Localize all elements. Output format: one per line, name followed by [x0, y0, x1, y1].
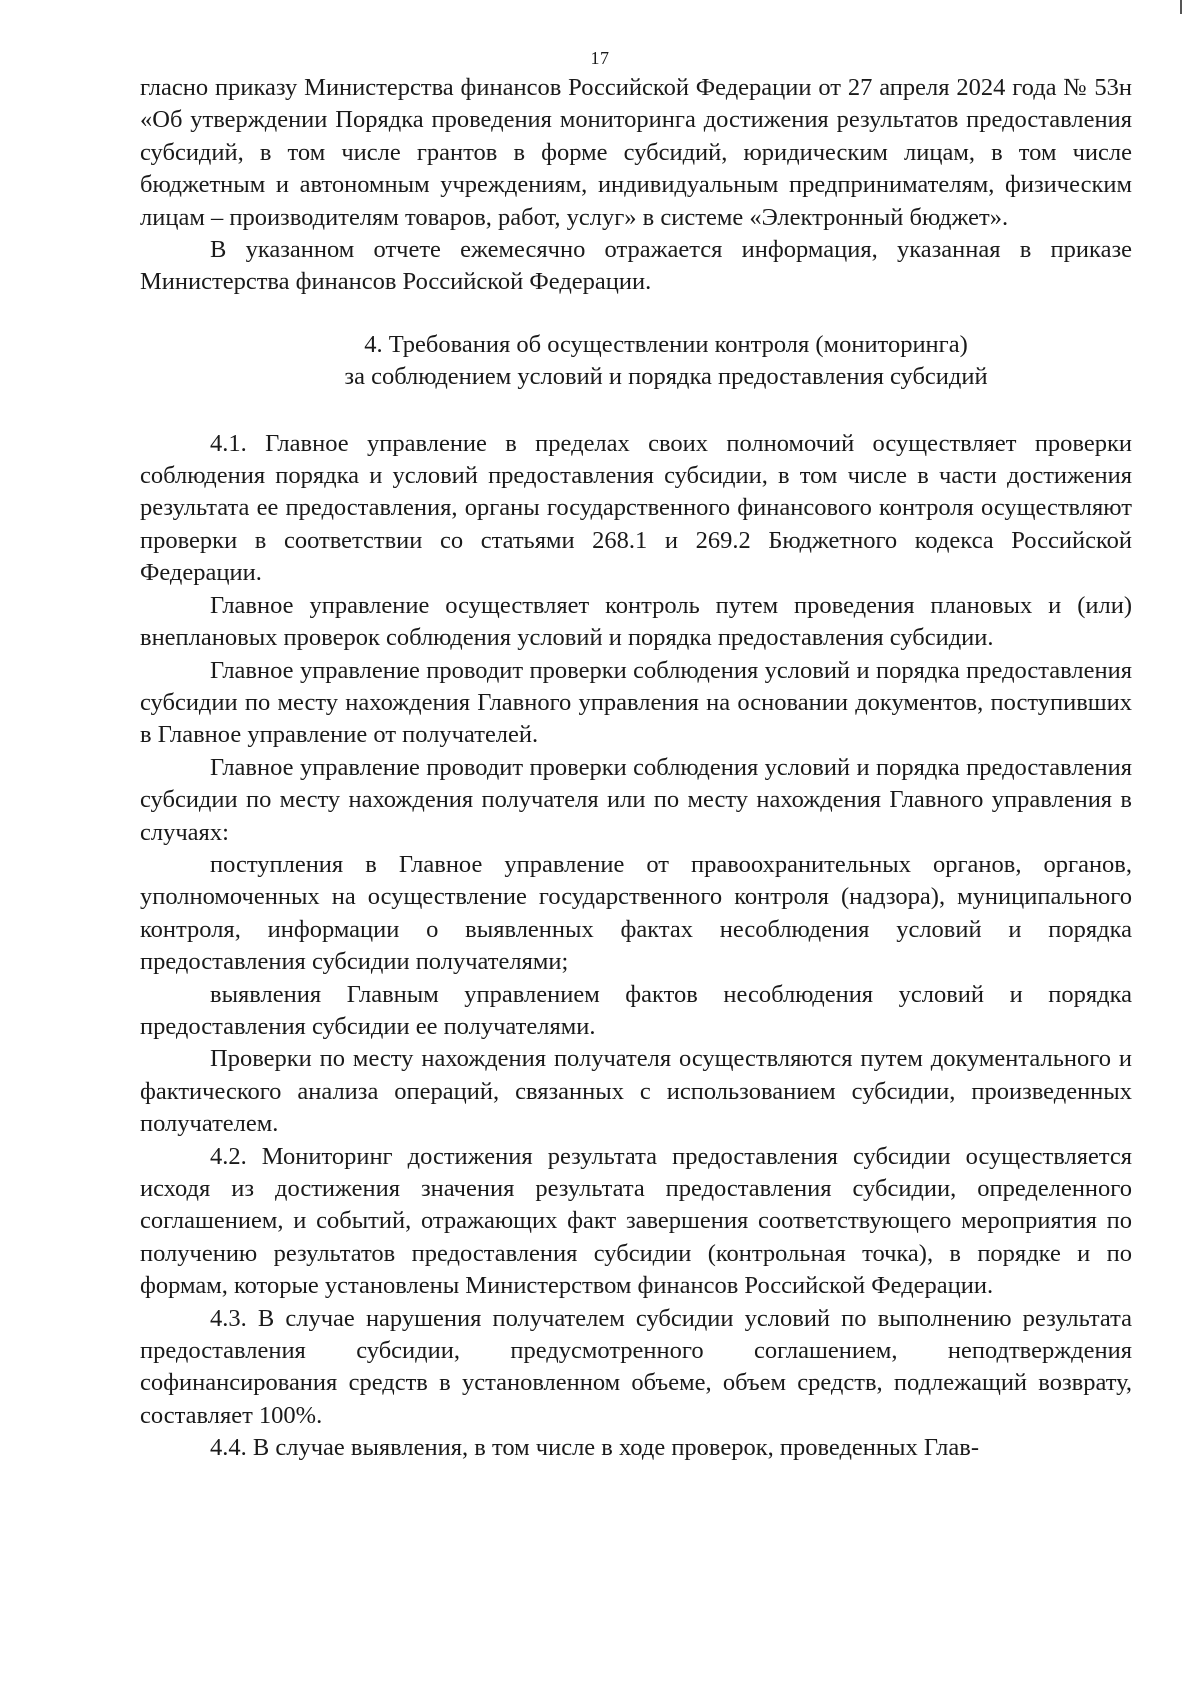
section-heading-line-2: за соблюдением условий и порядка предоставления субсидий: [344, 363, 988, 391]
paragraph-inspection-cases: Главное управление проводит проверки соблюдения условий и порядка предоставления субсидии по месту нахождения получателя или по месту нахождения Главного управления в случаях:: [140, 753, 1132, 846]
paragraph-4-2: 4.2. Мониторинг достижения результата предоставления субсидии осуществляется исходя из достижения значения результата предоставления субсидии, определенного соглашением, и событий, отражающих факт завершения соответствующего мероприятия по получению результатов предоставления субсидии (контрольная точка), в порядке и по формам, которые установлены Министерством финансов Российской Федерации.: [140, 1142, 1132, 1300]
paragraph-inspection-location: Главное управление проводит проверки соблюдения условий и порядка предоставления субсидии по месту нахождения Главного управления на основании документов, поступивших в Главное управление от получателей.: [140, 656, 1132, 749]
paragraph-control-method: Главное управление осуществляет контроль путем проведения плановых и (или) внеплановых проверок соблюдения условий и порядка предоставления субсидии.: [140, 591, 1132, 652]
scan-artifact-top-right: [1180, 0, 1182, 14]
paragraph-continuation: гласно приказу Министерства финансов Российской Федерации от 27 апреля 2024 года № 53н «Об утверждении Порядка проведения мониторинга достижения результатов предоставления субсидий, в том числе грантов в форме субсидий, юридическим лицам, в том числе бюджетным и автономным учреждениям, индивидуальным предпринимателям, физическим лицам – производителям товаров, работ, услуг» в системе «Электронный бюджет».: [140, 74, 1132, 231]
spacer: [140, 394, 1132, 428]
spacer: [140, 299, 1132, 329]
paragraph-4-3: 4.3. В случае нарушения получателем субсидии условий по выполнению результата предоставления субсидии, предусмотренного соглашением, неподтверждения софинансирования средств в установленном объеме, объем средств, подлежащий возврату, составляет 100%.: [140, 1304, 1132, 1429]
document-body: [140, 72, 1132, 1465]
paragraph-4-4: 4.4. В случае выявления, в том числе в ходе проверок, проведенных Глав-: [210, 1434, 980, 1462]
paragraph-inspection-analysis: Проверки по месту нахождения получателя осуществляются путем документального и фактического анализа операций, связанных с использованием субсидии, произведенных получателем.: [140, 1045, 1132, 1138]
paragraph-report-info: В указанном отчете ежемесячно отражается информация, указанная в приказе Министерства финансов Российской Федерации.: [140, 236, 1132, 296]
page-number: 17: [590, 48, 610, 68]
section-heading-line-1: 4. Требования об осуществлении контроля (мониторинга): [364, 330, 968, 358]
paragraph-case-detection: выявления Главным управлением фактов несоблюдения условий и порядка предоставления субсидии ее получателями.: [140, 980, 1132, 1040]
paragraph-case-law-enforcement: поступления в Главное управление от правоохранительных органов, органов, уполномоченных на осуществление государственного контроля (надзора), муниципального контроля, информации о выявленных фактах несоблюдения условий и порядка предоставления субсидии получателями;: [140, 850, 1132, 976]
paragraph-4-1: 4.1. Главное управление в пределах своих полномочий осуществляет проверки соблюдения порядка и условий предоставления субсидии, в том числе в части достижения результата ее предоставления, органы государственного финансового контроля осуществляют проверки в соответствии со статьями 268.1 и 269.2 Бюджетного кодекса Российской Федерации.: [140, 429, 1132, 587]
